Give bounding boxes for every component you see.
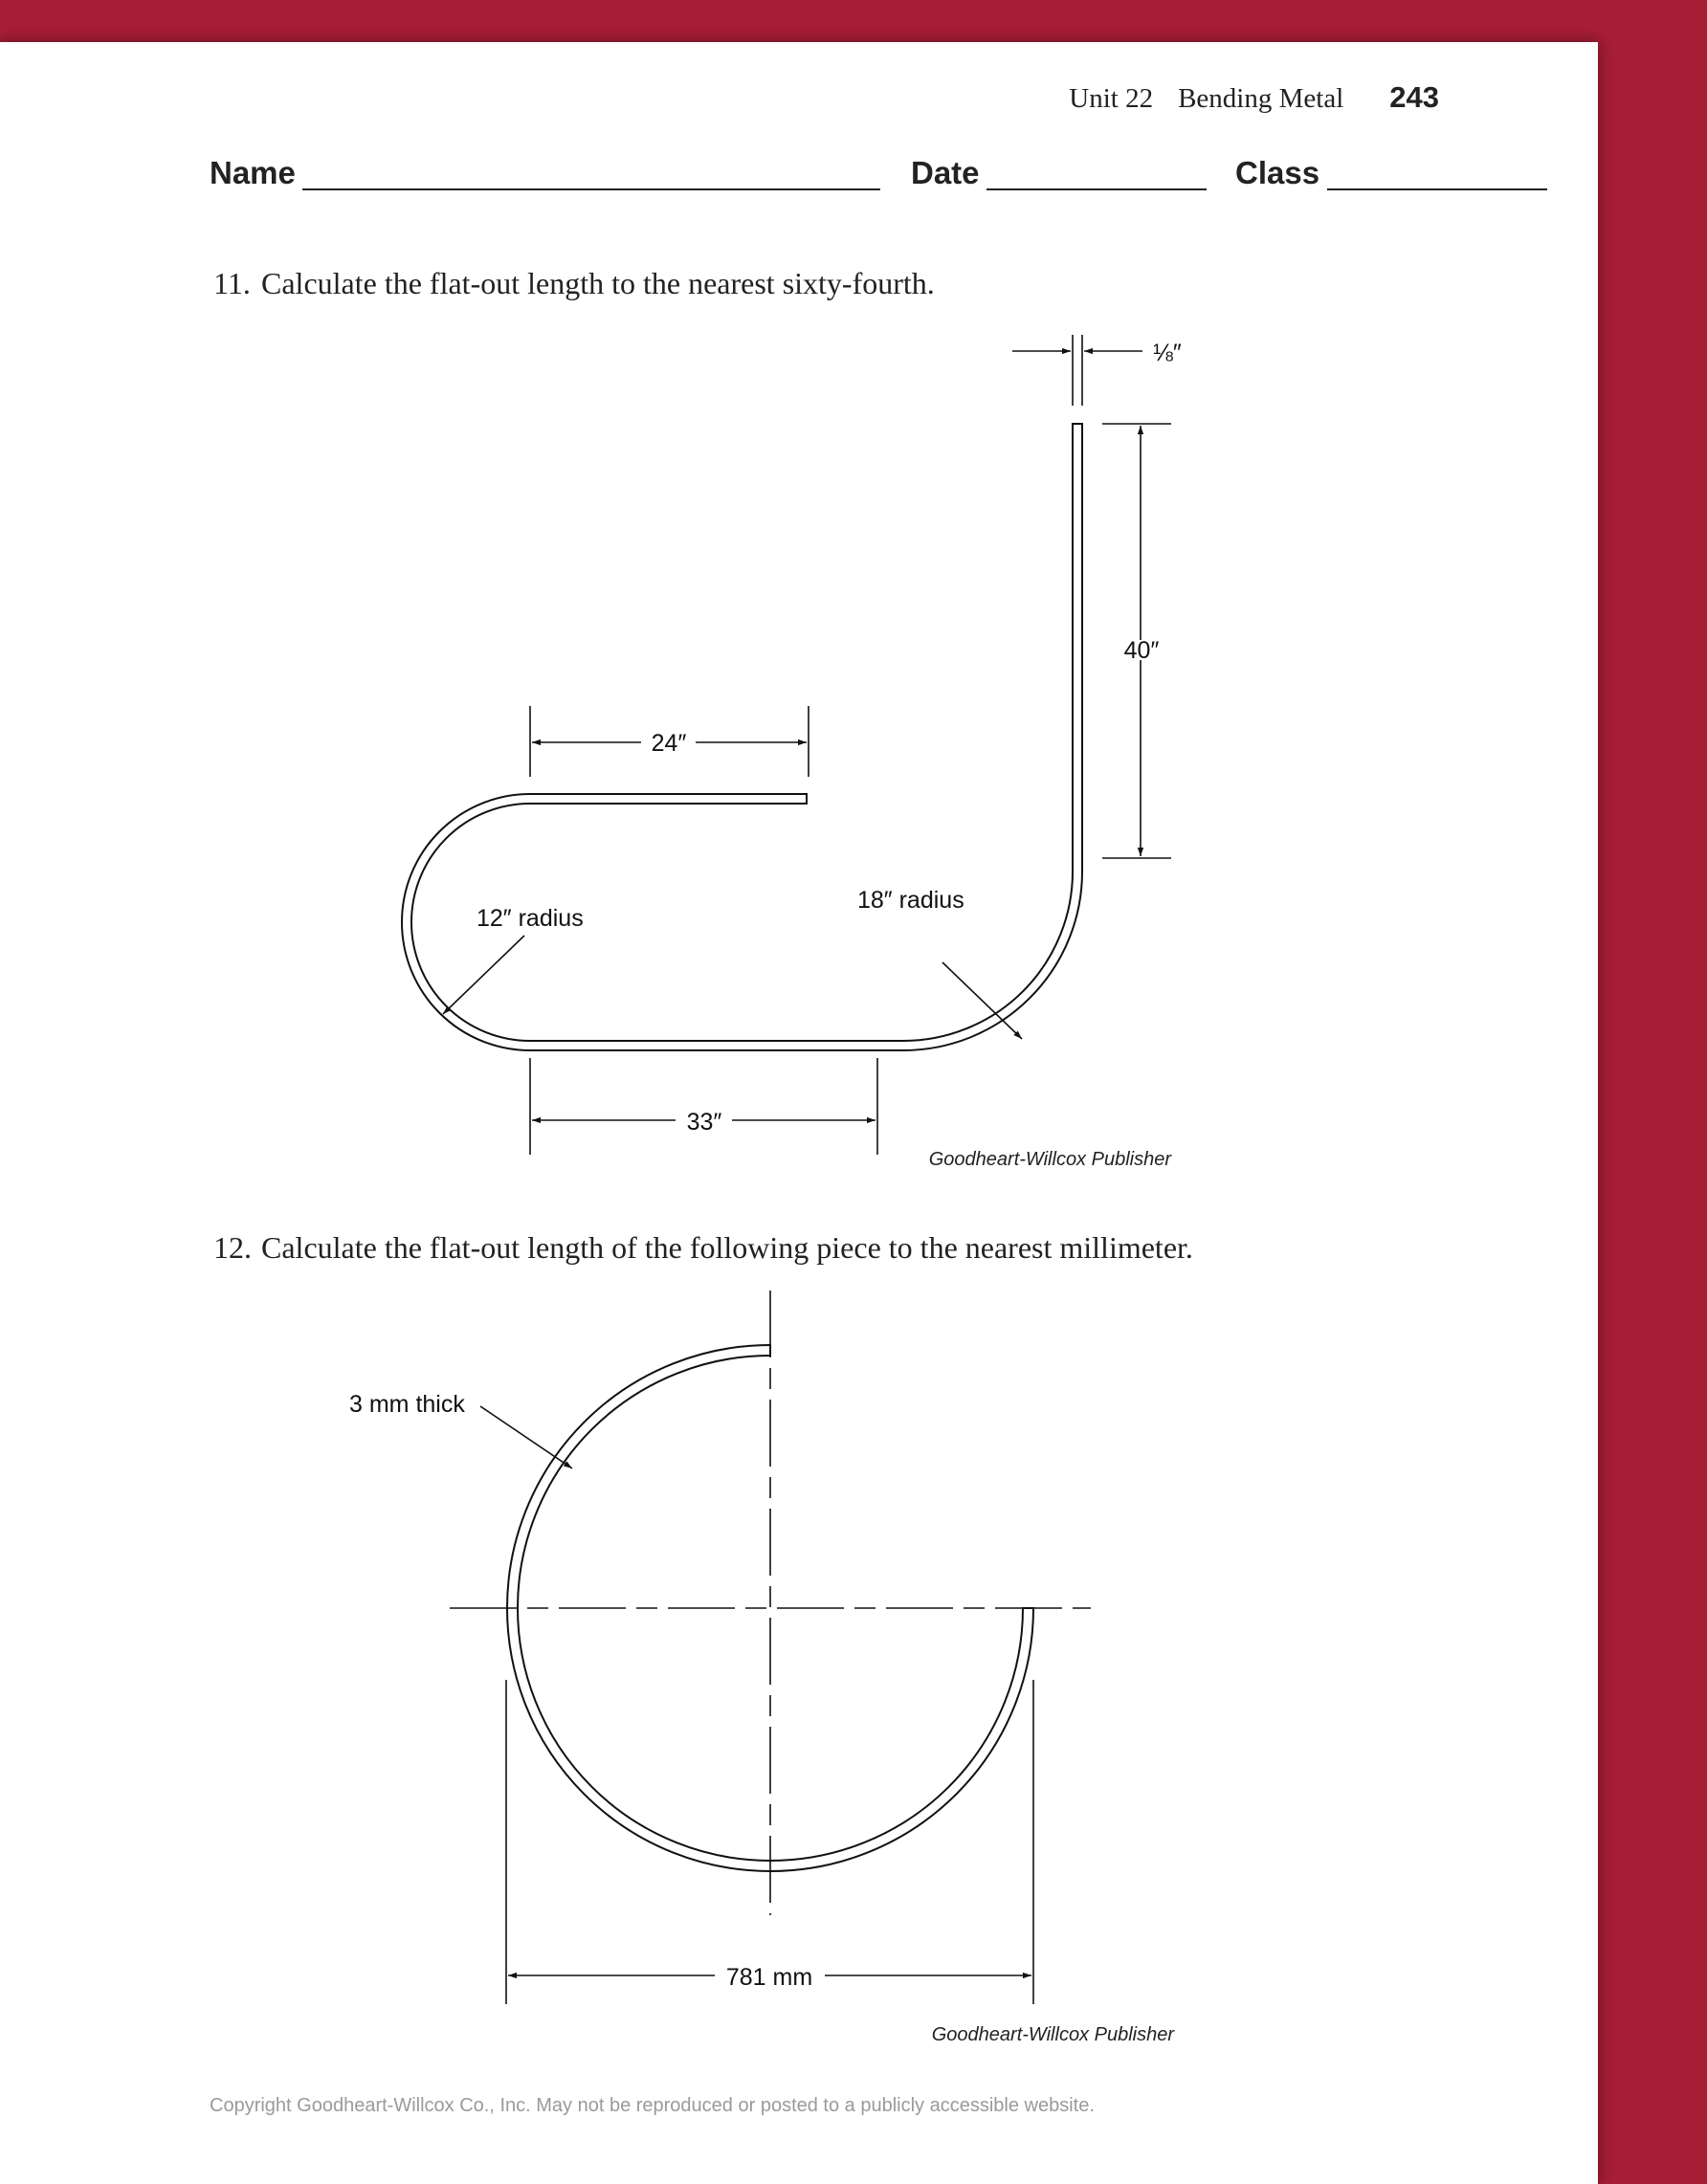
worksheet-page — [0, 42, 1598, 2184]
right-radius-leader — [942, 962, 1022, 1039]
vertical-leg-label: 40″ — [1123, 637, 1160, 664]
width-label: 781 mm — [725, 1964, 813, 1991]
bottom-leg-label: 33″ — [686, 1109, 722, 1136]
diagrams — [0, 42, 1598, 2184]
copyright-notice: Copyright Goodheart-Willcox Co., Inc. May not be reproduced or posted to a publicly accessible website. — [210, 2095, 1095, 2116]
date-label: Date — [911, 155, 980, 190]
figure-11-credit: Goodheart-Willcox Publisher — [928, 1149, 1171, 1170]
right-radius-label: 18″ radius — [857, 887, 964, 914]
name-label: Name — [210, 155, 296, 190]
figure-12-credit: Goodheart-Willcox Publisher — [931, 2024, 1174, 2045]
left-radius-leader — [443, 936, 524, 1014]
top-leg-label: 24″ — [651, 730, 687, 757]
bent-bar-outline — [402, 424, 1082, 1050]
thickness-dimension — [1012, 335, 1142, 406]
unit-label: Unit 22 — [1069, 83, 1154, 114]
class-label: Class — [1235, 155, 1320, 190]
question-text: Calculate the flat-out length of the following piece to the nearest millimeter. — [261, 1230, 1193, 1265]
thickness-label: 3 mm thick — [349, 1391, 465, 1418]
thickness-leader — [480, 1406, 572, 1468]
bent-bar-figure — [402, 335, 1171, 1155]
thickness-label: ⅛″ — [1153, 340, 1182, 366]
chapter-title: Bending Metal — [1178, 83, 1344, 114]
question-number: 11. — [213, 266, 251, 300]
question-text: Calculate the flat-out length to the nearest sixty-fourth. — [261, 266, 935, 300]
circular-bend-figure — [450, 1291, 1091, 2004]
left-radius-label: 12″ radius — [477, 905, 584, 932]
page-number: 243 — [1389, 80, 1439, 114]
question-number: 12. — [213, 1230, 252, 1265]
bottom-leg-dimension — [530, 1058, 877, 1155]
